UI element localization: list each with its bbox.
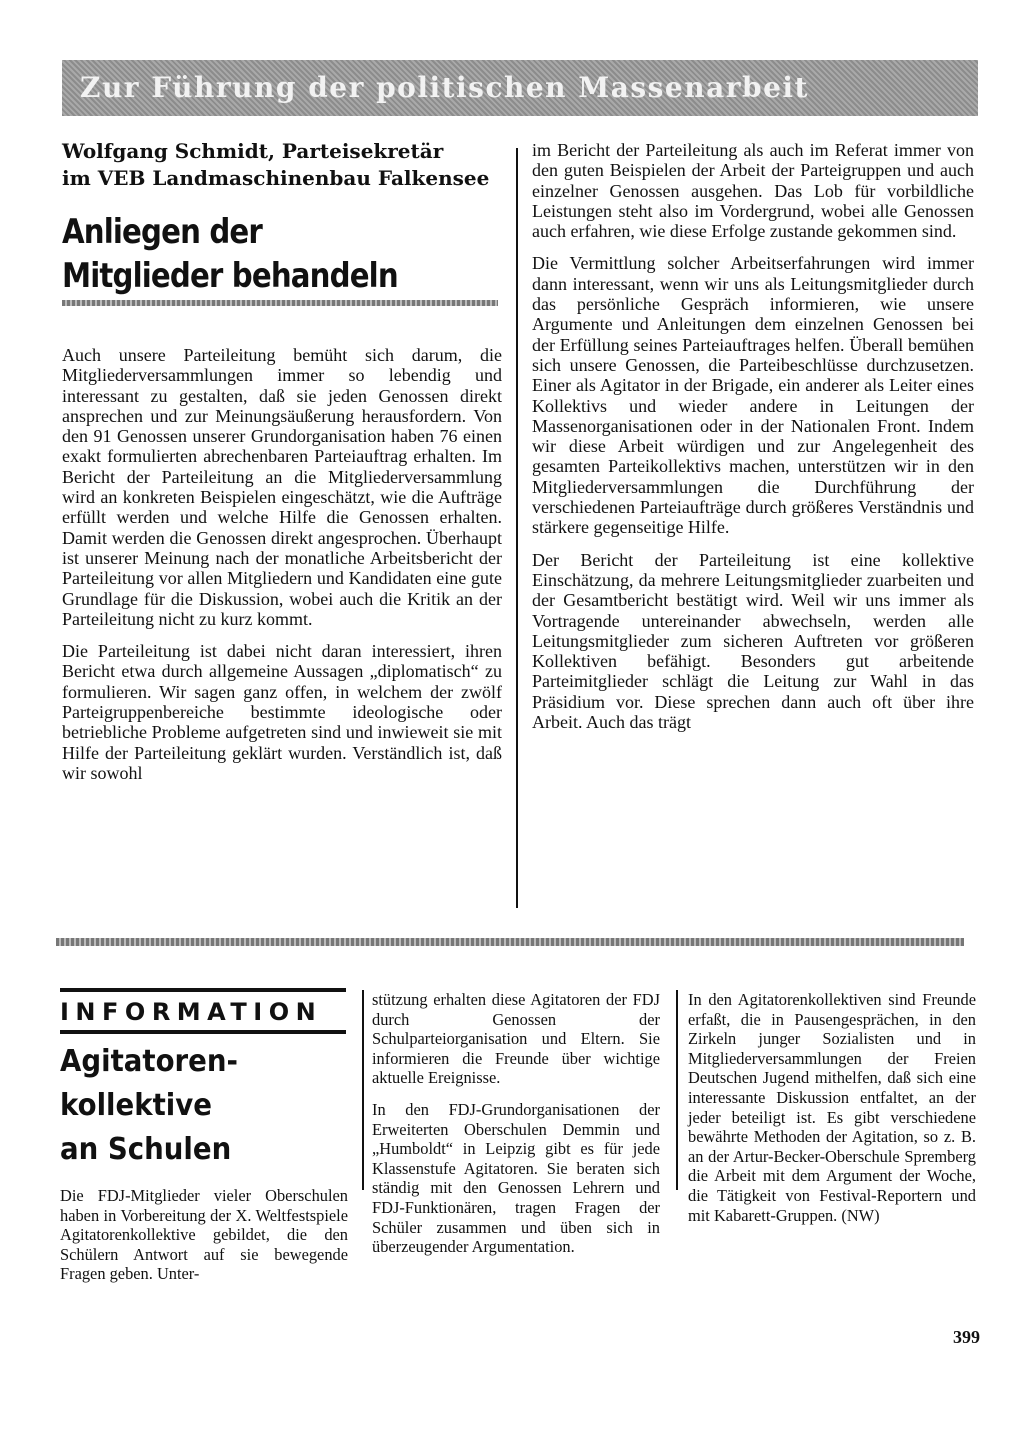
info-headline-line-2: kollektive bbox=[60, 1088, 212, 1123]
article-paragraph: im Bericht der Parteileitung als auch im Referat immer von den guten Beispielen der Arbeit der Parteigruppen und auch einzelner Genossen ausgehen. Das Lob für vorbildliche Leistungen steht also im Vordergrund, wobei alle Genossen auch erfahren, wie diese Erfolge zustande gekommen sind. bbox=[532, 140, 974, 242]
info-column-divider bbox=[676, 990, 678, 1190]
column-divider bbox=[516, 148, 518, 908]
article-right-column bbox=[532, 140, 974, 732]
author-affiliation: im VEB Landmaschinenbau Falkensee bbox=[62, 166, 490, 190]
author-line: Wolfgang Schmidt, Parteisekretär bbox=[62, 139, 444, 163]
info-rule-bottom bbox=[60, 1030, 346, 1034]
info-column-2 bbox=[372, 990, 660, 1257]
article-left-column bbox=[62, 345, 502, 783]
info-column-1 bbox=[60, 1186, 348, 1284]
info-paragraph: In den Agitatorenkollektiven sind Freunde erfaßt, die in Pausengesprächen, in den Zirkeln junger Sozialisten und in Mitgliederversammlungen der Freien Deutschen Jugend mithelfen, daß sich eine interessante Diskussion entfaltet, an der jeder beteiligt ist. Es gibt verschiedene bewährte Methoden der Agitation, so z. B. an der Artur-Becker-Oberschule Spremberg die Arbeit mit dem Argument der Woche, die Tätigkeit von Festival-Reportern und mit Kabarett-Gruppen. (NW) bbox=[688, 990, 976, 1225]
info-rule-top bbox=[60, 988, 346, 992]
page-number: 399 bbox=[953, 1327, 980, 1347]
section-title: Zur Führung der politischen Massenarbeit bbox=[80, 71, 809, 104]
article-headline-line-1: Anliegen der bbox=[62, 212, 262, 252]
info-label: INFORMATION bbox=[60, 998, 323, 1026]
info-paragraph: Die FDJ-Mitglieder vieler Oberschulen haben in Vorbereitung der X. Weltfestspiele Agitatorenkollektive gebildet, die den Schülern Antwort auf sie bewegende Fragen geben. Unter- bbox=[60, 1186, 348, 1284]
info-paragraph: In den FDJ-Grundorganisationen der Erweiterten Oberschulen Demmin und „Humboldt“ in Leipzig gibt es für jede Klassenstufe Agitatoren. Sie beraten sich ständig mit den Genossen Lehrern und FDJ-Funktionären, tragen Fragen der Schüler zusammen und üben sich in überzeugender Argumentation. bbox=[372, 1099, 660, 1257]
info-column-divider bbox=[362, 990, 364, 1190]
section-divider bbox=[56, 938, 964, 946]
info-column-3 bbox=[688, 990, 976, 1225]
article-paragraph: Der Bericht der Parteileitung ist eine kollektive Einschätzung, da mehrere Leitungsmitglieder zuarbeiten und der Gesamtbericht bestätigt wird. Weil wir uns immer als Vortragende untereinander abwechseln, werden alle Leitungsmitglieder zum sicheren Auftreten vor größeren Kollektiven befähigt. Besonders gut arbeitende Parteimitglieder schlägt die Leitung zur Wahl in das Präsidium vor. Diese sprechen dann auch oft über ihre Arbeit. Auch das trägt bbox=[532, 549, 974, 733]
headline-divider bbox=[62, 300, 498, 306]
article-paragraph: Die Vermittlung solcher Arbeitserfahrungen wird immer dann interessant, wenn wir uns als Leitungsmitglieder durch das persönliche Gespräch informieren, wie unsere Argumente und Anleitungen dem einzelnen Genossen bei der Erfüllung seines Parteiauftrages helfen. Überall bemühen sich unsere Genossen, die Parteibeschlüsse durchzusetzen. Einer als Agitator in der Brigade, ein anderer als Leiter eines Kollektivs und wieder andere in Leitungen der Massenorganisationen oder in der Nationalen Front. Indem wir diese Arbeit würdigen und zur Angelegenheit des gesamten Parteikollektivs machen, unterstützen wir in den Mitgliederversammlungen die Durchführung der verschiedenen Parteiaufträge durch größeres Verständnis und stärkere gegenseitige Hilfe. bbox=[532, 253, 974, 538]
info-paragraph: stützung erhalten diese Agitatoren der FDJ durch Genossen der Schulparteiorganisation und Eltern. Sie informieren die Freunde über wichtige aktuelle Ereignisse. bbox=[372, 990, 660, 1088]
article-headline-line-2: Mitglieder behandeln bbox=[62, 256, 398, 296]
info-headline-line-3: an Schulen bbox=[60, 1132, 232, 1167]
article-paragraph: Die Parteileitung ist dabei nicht daran interessiert, ihren Bericht etwa durch allgemeine Aussagen „diplomatisch“ zu formulieren. Wir sagen ganz offen, in welchem der zwölf Parteigruppenbereiche bestimmte ideologische oder betriebliche Probleme aufgetreten sind und inwieweit sie mit Hilfe der Parteileitung geklärt wurden. Verständlich ist, daß wir sowohl bbox=[62, 641, 502, 783]
article-paragraph: Auch unsere Parteileitung bemüht sich darum, die Mitgliederversammlungen immer so lebendig und interessant zu gestalten, daß sie jeden Genossen direkt ansprechen und zur Meinungsäußerung herausfordern. Von den 91 Genossen unserer Grundorganisation haben 76 einen exakt formulierten abrechenbaren Parteiauftrag erhalten. Im Bericht der Parteileitung an die Mitgliederversammlung wird an konkreten Beispielen eingeschätzt, wie die Aufträge erfüllt werden und welche Hilfe die Genossen erhalten. Damit werden die Genossen direkt angesprochen. Überhaupt ist unserer Meinung nach der monatliche Arbeitsbericht der Parteileitung vor allen Mitgliedern und Kandidaten eine gute Grundlage für die Diskussion, wobei auch die Kritik an der Parteileitung nicht zu kurz kommt. bbox=[62, 345, 502, 629]
info-headline-line-1: Agitatoren- bbox=[60, 1044, 238, 1079]
